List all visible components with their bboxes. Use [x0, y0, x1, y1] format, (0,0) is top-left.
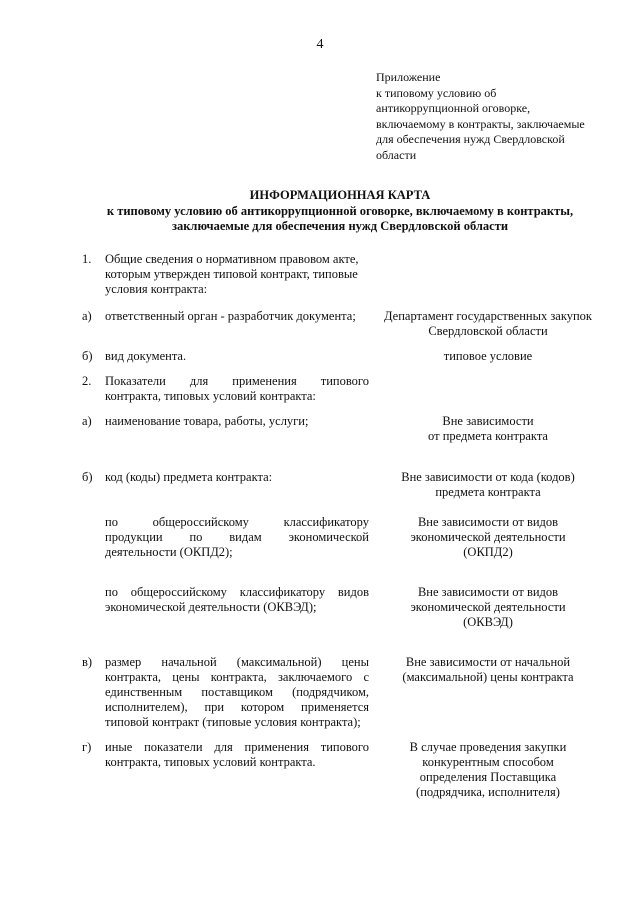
item-description: Общие сведения о нормативном правовом акте, которым утвержден типовой контракт, типовые условия контракта:: [105, 252, 359, 296]
item-description: код (коды) предмета контракта:: [105, 470, 273, 484]
item-letter: в): [82, 655, 93, 669]
item-value: Вне зависимости от видов экономической деятельности (ОКПД2): [410, 515, 566, 559]
item-description: по общероссийскому классификатору продукции по видам экономической деятельности (ОКПД2);: [105, 515, 369, 559]
item-description: размер начальной (максимальной) цены контракта, цены контракта, заключаемого с единственным поставщиком (подрядчиком, исполнителем), при котором применяется типовой контракт (типовые условия контракта);: [105, 655, 369, 729]
title-subheading-line: к типовому условию об антикоррупционной оговорке, включаемому в контракты,: [106, 203, 574, 218]
item-description: по общероссийскому классификатору видов экономической деятельности (ОКВЭД);: [105, 585, 369, 614]
item-value: типовое условие: [443, 349, 533, 363]
appendix-line: антикоррупционной оговорке,: [376, 101, 531, 115]
item-value: Вне зависимости от видов экономической деятельности (ОКВЭД): [410, 585, 566, 629]
item-letter: а): [82, 309, 92, 323]
item-value: Департамент государственных закупок Свердловской области: [383, 309, 592, 338]
item-description: вид документа.: [105, 349, 187, 363]
item-value: Вне зависимости от предмета контракта: [428, 414, 548, 443]
item-description: иные показатели для применения типового контракта, типовых условий контракта.: [105, 740, 369, 769]
appendix-note: [376, 70, 621, 163]
page-number: 4: [316, 37, 324, 52]
item-description: наименование товара, работы, услуги;: [105, 414, 309, 428]
item-number: 2.: [82, 374, 92, 388]
title-heading: ИНФОРМАЦИОННАЯ КАРТА: [249, 188, 431, 202]
item-letter: б): [82, 470, 93, 484]
item-description: ответственный орган - разработчик документа;: [105, 309, 356, 323]
item-value: Вне зависимости от кода (кодов) предмета контракта: [401, 470, 575, 499]
title-subheading-line: заключаемые для обеспечения нужд Свердловской области: [171, 219, 509, 233]
document-title: [80, 188, 600, 235]
item-letter: г): [82, 740, 92, 754]
item-description: Показатели для применения типового контракта, типовых условий контракта:: [105, 374, 369, 403]
appendix-line: включаемому в контракты, заключаемые: [376, 116, 585, 131]
appendix-line: Приложение: [376, 70, 441, 84]
item-number: 1.: [82, 252, 92, 266]
item-value: Вне зависимости от начальной (максимальной) цены контракта: [402, 655, 574, 684]
item-value: В случае проведения закупки конкурентным способом определения Поставщика (подрядчика, исполнителя): [409, 740, 567, 799]
item-letter: а): [82, 414, 92, 428]
appendix-line: для обеспечения нужд Свердловской: [376, 132, 565, 146]
item-letter: б): [82, 349, 93, 363]
appendix-line: области: [376, 147, 417, 162]
appendix-line: к типовому условию об: [376, 85, 497, 100]
